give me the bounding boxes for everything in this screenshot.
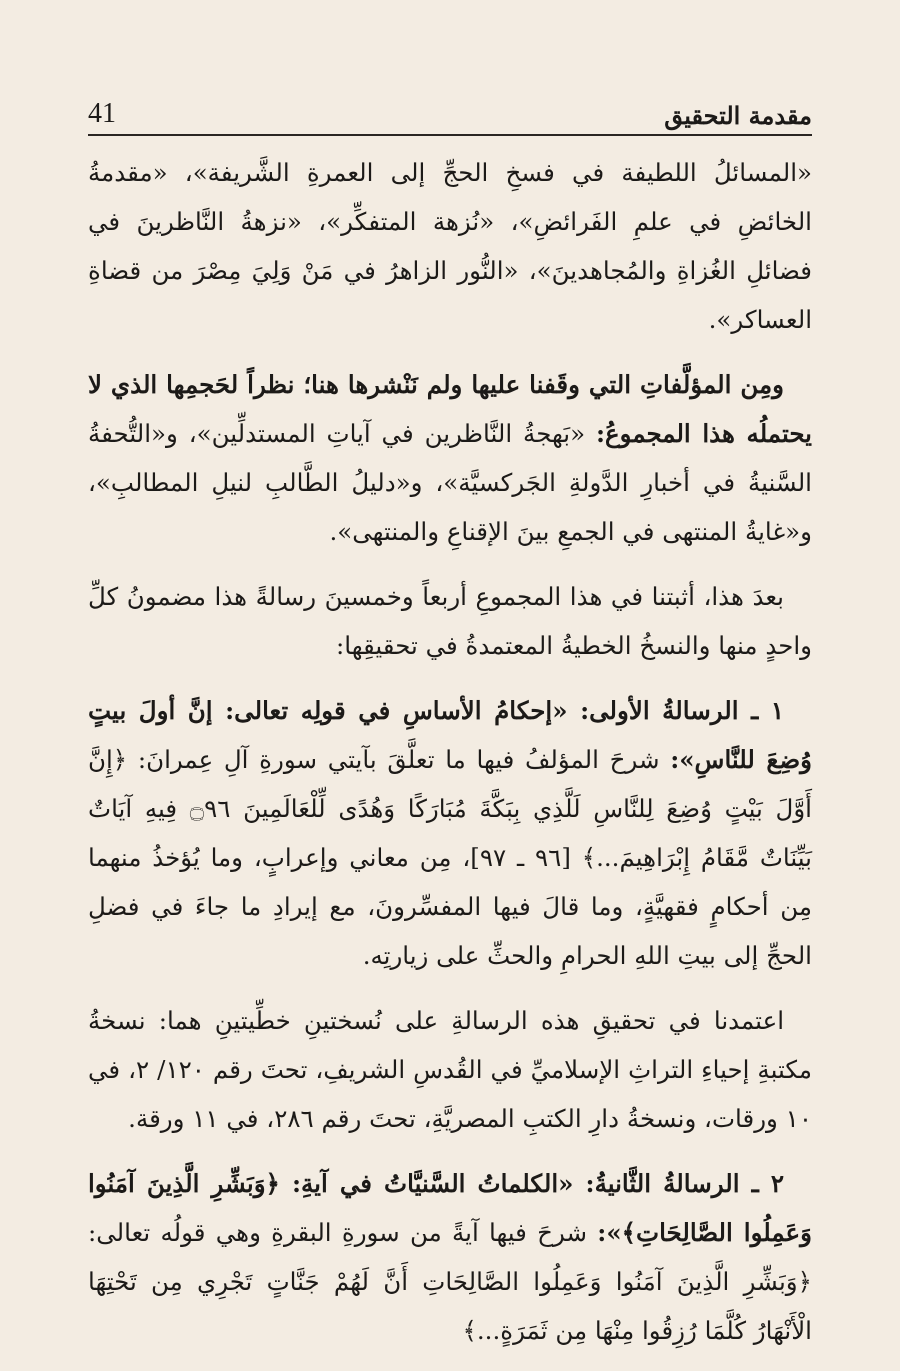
paragraph-text: شرحَ فيها آيةً من سورةِ البقرةِ وهي قولُه تعالى: ﴿وَبَشِّرِ الَّذِينَ آمَنُوا وَعَمِلُوا الصَّالِحَاتِ أَنَّ لَهُمْ جَنَّاتٍ تَجْرِي مِن تَحْتِهَا الْأَنْهَارُ كُلَّمَا رُزِقُوا مِنْهَا مِن ثَمَرَةٍ...﴾ [88,1218,812,1345]
paragraph-3 [88,572,812,670]
paragraph-bold-lead: ١ ـ الرسالةُ الأولى: «إحكامُ الأساسِ في قولِه تعالى: إنَّ أولَ بيتٍ وُضِعَ للنَّاسِ»: [88,696,812,774]
paragraph-5 [88,996,812,1143]
paragraph-bold-lead: ٢ ـ الرسالةُ الثَّانيةُ: «الكلماتُ السَّنيَّاتُ في آيةِ: ﴿وَبَشِّرِ الَّذِينَ آمَنُوا وَعَمِلُوا الصَّالِحَاتِ﴾»: [88,1169,812,1247]
paragraph-2 [88,360,812,556]
body-text [88,148,812,1371]
page-header [88,82,812,136]
paragraph-4 [88,686,812,980]
paragraph-text: بعدَ هذا، أثبتنا في هذا المجموعِ أربعاً وخمسينَ رسالةً هذا مضمونُ كلِّ واحدٍ منها والنسخُ الخطيةُ المعتمدةُ في تحقيقِها: [88,582,812,660]
paragraph-6 [88,1159,812,1355]
paragraph-text: «بَهجةُ النَّاظرين في آياتِ المستدلِّين»، و«التُّحفةُ السَّنيةُ في أخبارِ الدَّولةِ الجَركسيَّة»، و«دليلُ الطَّالبِ لنيلِ المطالبِ»، و«غايةُ المنتهى في الجمعِ بينَ الإقناعِ والمنتهى». [88,419,812,546]
paragraph-text: شرحَ المؤلفُ فيها ما تعلَّقَ بآيتي سورةِ آلِ عِمرانَ: ﴿إِنَّ أَوَّلَ بَيْتٍ وُضِعَ لِلنَّاسِ لَلَّذِي بِبَكَّةَ مُبَارَكًا وَهُدًى لِّلْعَالَمِينَ ۝٩٦ فِيهِ آيَاتٌ بَيِّنَاتٌ مَّقَامُ إِبْرَاهِيمَ...﴾ [٩٦ ـ ٩٧]، مِن معاني وإعرابٍ، وما يُؤخذُ منهما مِن أحكامٍ فقهيَّةٍ، وما قالَ فيها المفسِّرونَ، مع إيرادِ ما جاءَ في فضلِ الحجِّ إلى بيتِ اللهِ الحرامِ والحثِّ على زيارتِه. [88,745,812,970]
page-number: 41 [88,98,116,129]
paragraph-text: «المسائلُ اللطيفة في فسخِ الحجِّ إلى العمرةِ الشَّريفة»، «مقدمةُ الخائضِ في علمِ الفَرائضِ»، «نُزهة المتفكِّر»، «نزهةُ النَّاظرينَ في فضائلِ الغُزاةِ والمُجاهدينَ»، «النُّور الزاهرُ في مَنْ وَلِيَ مِصْرَ من قضاةِ العساكر». [88,158,812,334]
paragraph-text: اعتمدنا في تحقيقِ هذه الرسالةِ على نُسختينِ خطِّيتينِ هما: نسخةُ مكتبةِ إحياءِ التراثِ الإسلاميِّ في القُدسِ الشريفِ، تحتَ رقم ١٢٠/ ٢، في ١٠ ورقات، ونسخةُ دارِ الكتبِ المصريَّةِ، تحتَ رقم ٢٨٦، في ١١ ورقة. [88,1006,813,1133]
paragraph-bold-lead: ومِن المؤلَّفاتِ التي وقَفنا عليها ولم نَنْشرها هنا؛ نظراً لحَجمِها الذي لا يحتملُه هذا المجموعُ: [88,370,812,448]
running-title: مقدمة التحقيق [664,101,812,130]
paragraph-1 [88,148,812,344]
